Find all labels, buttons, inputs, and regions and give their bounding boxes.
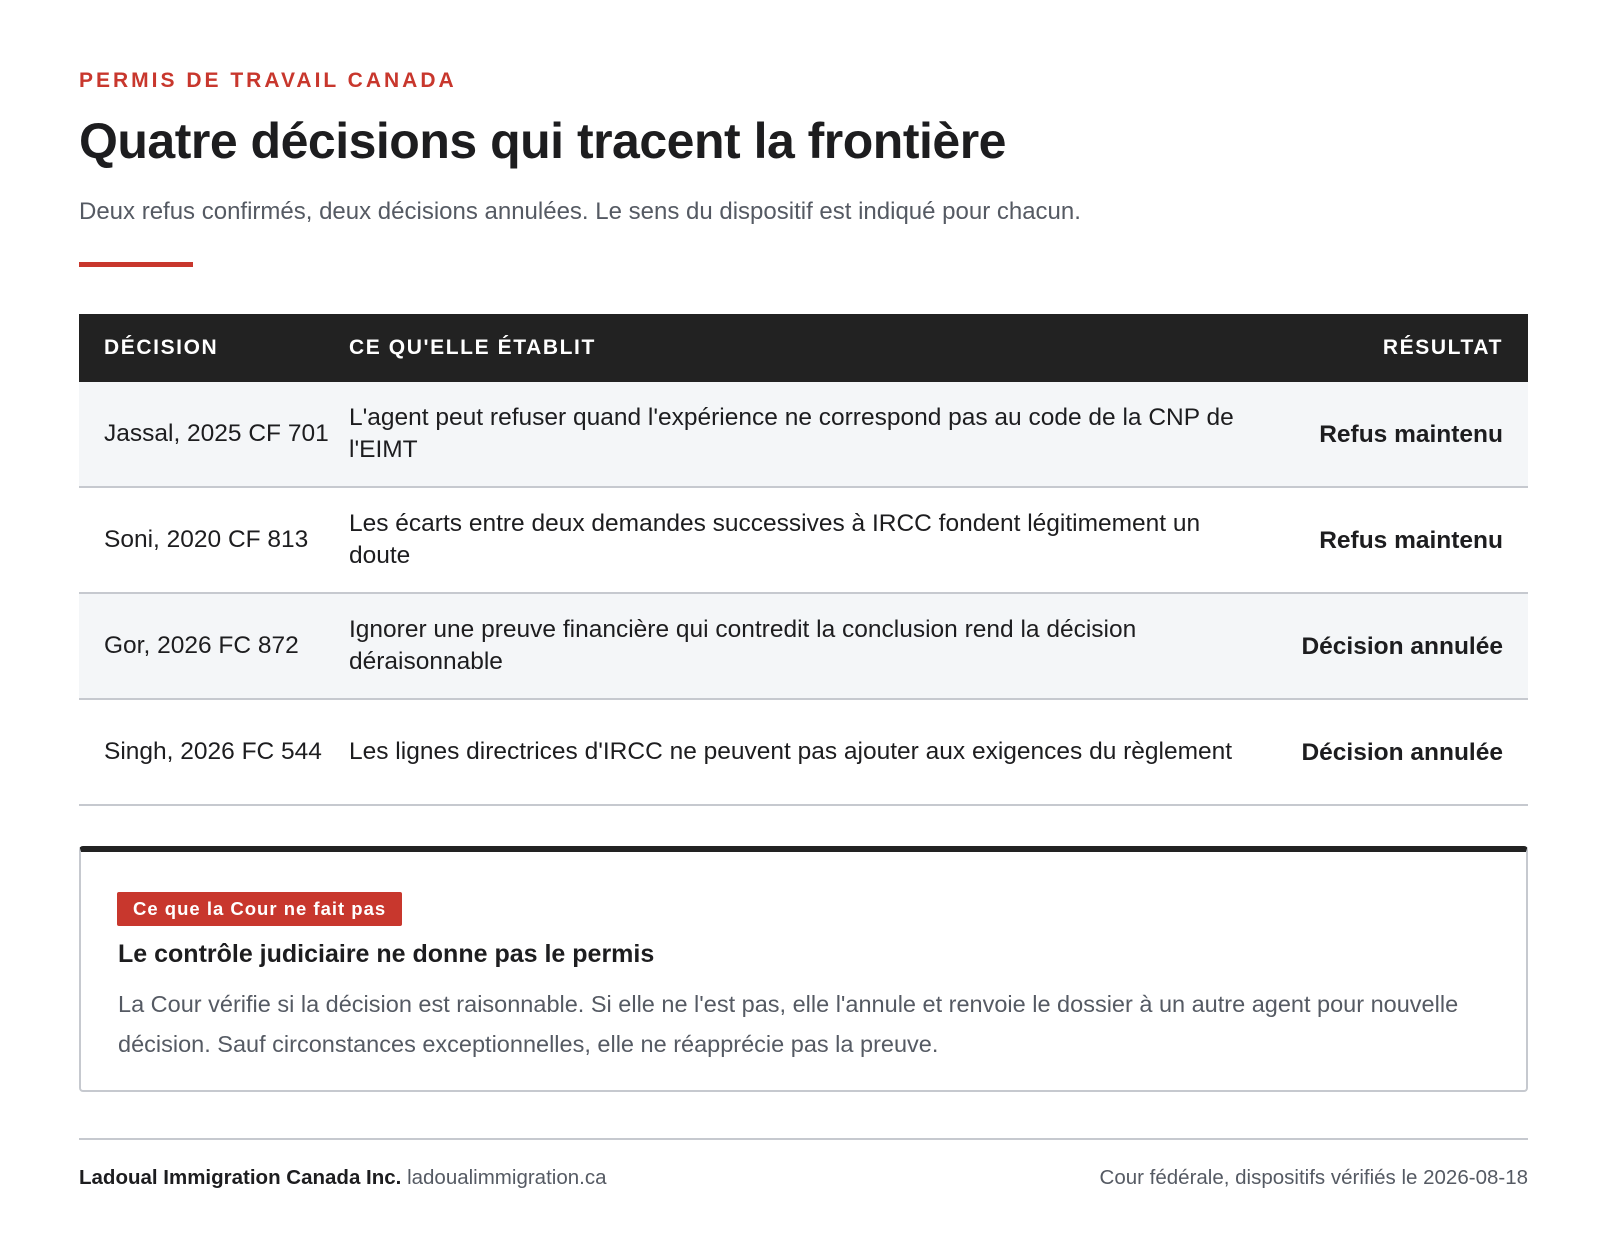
table-header <box>79 314 1528 382</box>
cell-resultat: Décision annulée <box>1301 632 1503 660</box>
decisions-table <box>79 314 1528 806</box>
column-header-etablit: CE QU'ELLE ÉTABLIT <box>349 336 596 359</box>
page-title: Quatre décisions qui tracent la frontière <box>79 113 1006 169</box>
cell-resultat: Décision annulée <box>1301 738 1503 766</box>
column-header-resultat: RÉSULTAT <box>1382 336 1503 359</box>
cell-decision: Jassal, 2025 CF 701 <box>104 420 329 447</box>
callout-body: La Cour vérifie si la décision est raisonnable. Si elle ne l'est pas, elle l'annule et renvoie le dossier à un autre agent pour nouvelle décision. Sauf circonstances exceptionnelles, elle ne réapprécie pas la preuve. <box>118 991 1459 1057</box>
cell-decision: Soni, 2020 CF 813 <box>104 526 309 553</box>
footer-website: ladoualimmigration.ca <box>407 1166 607 1189</box>
table-row <box>79 700 1528 806</box>
cell-resultat: Refus maintenu <box>1319 526 1503 554</box>
footer-brand <box>79 1166 606 1190</box>
footer-divider <box>79 1138 1528 1140</box>
callout-title: Le contrôle judiciaire ne donne pas le permis <box>118 940 655 968</box>
page-subtitle: Deux refus confirmés, deux décisions annulées. Le sens du dispositif est indiqué pour chacun. <box>79 198 1081 225</box>
cell-etablit: L'agent peut refuser quand l'expérience ne correspond pas au code de la CNP de l'EIMT <box>349 404 1234 463</box>
callout-badge: Ce que la Cour ne fait pas <box>117 892 402 926</box>
cell-etablit: Les lignes directrices d'IRCC ne peuvent pas ajouter aux exigences du règlement <box>349 738 1233 765</box>
cell-etablit: Les écarts entre deux demandes successives à IRCC fondent légitimement un doute <box>349 510 1201 569</box>
table-row <box>79 594 1528 700</box>
cell-decision: Singh, 2026 FC 544 <box>104 738 322 765</box>
footer-company: Ladoual Immigration Canada Inc. <box>79 1166 402 1189</box>
cell-resultat: Refus maintenu <box>1319 420 1503 448</box>
column-header-decision: DÉCISION <box>104 336 219 359</box>
footer-note: Cour fédérale, dispositifs vérifiés le 2026-08-18 <box>1099 1166 1528 1189</box>
cell-etablit: Ignorer une preuve financière qui contredit la conclusion rend la décision déraisonnable <box>349 616 1137 675</box>
accent-divider <box>79 262 193 267</box>
table-row <box>79 382 1528 488</box>
table-row <box>79 488 1528 594</box>
info-callout <box>79 846 1528 1092</box>
cell-decision: Gor, 2026 FC 872 <box>104 632 299 659</box>
eyebrow-label: PERMIS DE TRAVAIL CANADA <box>79 69 457 92</box>
